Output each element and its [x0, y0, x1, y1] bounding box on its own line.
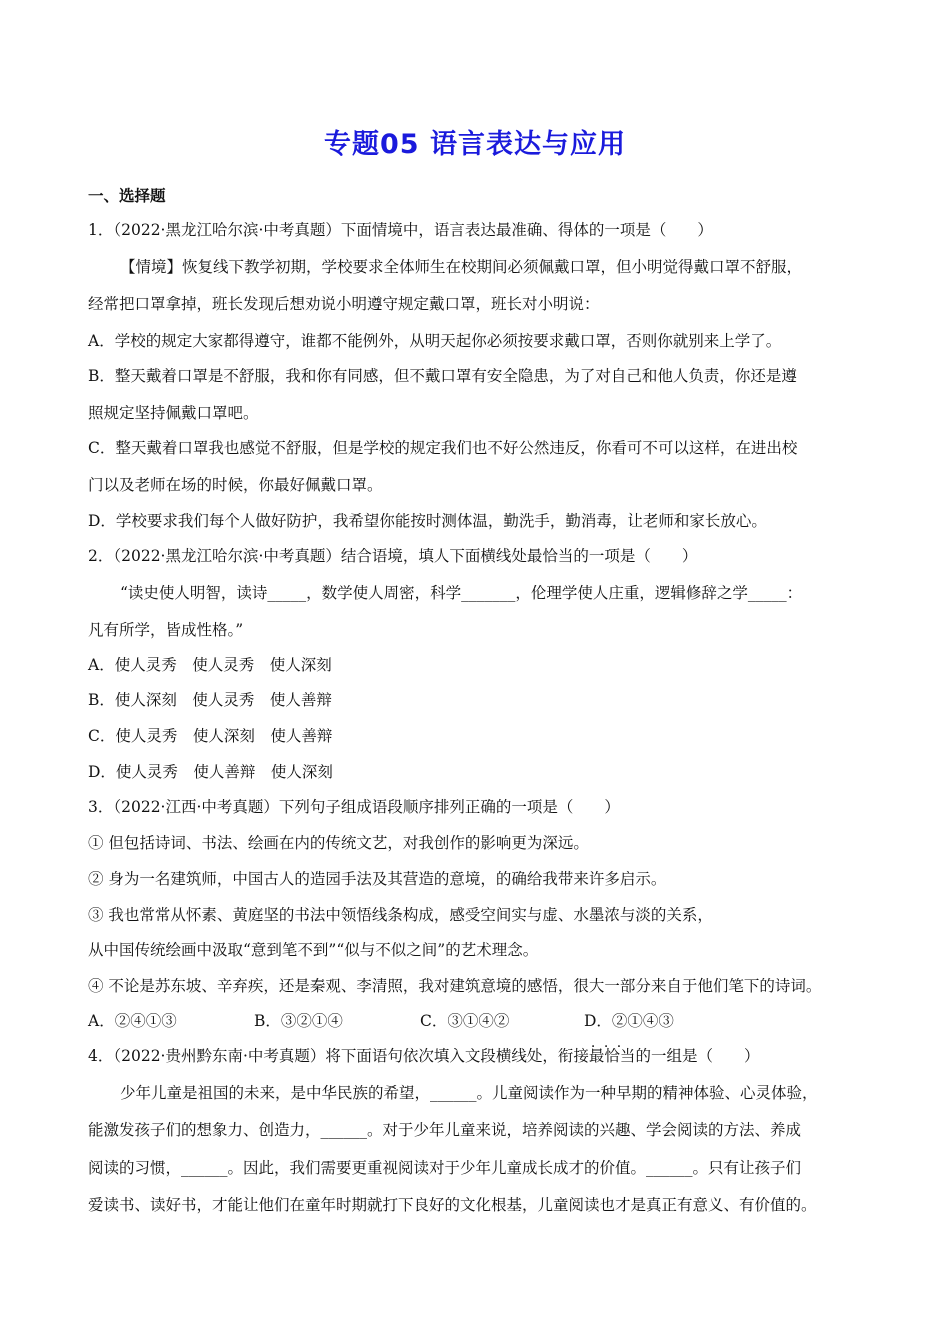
q3-option-d: D．②①④③ [584, 1012, 674, 1030]
section-heading: 一、选择题 [88, 187, 166, 205]
q1-context-line: 经常把口罩拿掉，班长发现后想劝说小明遵守规定戴口罩，班长对小明说： [88, 295, 600, 313]
q1-context-line: 【情境】恢复线下教学初期，学校要求全体师生在校期间必须佩戴口罩，但小明觉得戴口罩不舒服， [120, 258, 803, 276]
q4-passage-line: 爱读书、读好书，才能让他们在童年时期就打下良好的文化根基，儿童阅读也才是真正有意义、有价值的。 [88, 1196, 817, 1214]
q1-stem: 1．（2022·黑龙江哈尔滨·中考真题）下面情境中，语言表达最准确、得体的一项是（ ） [88, 221, 713, 239]
q1-option-b: B．整天戴着口罩是不舒服，我和你有同感，但不戴口罩有安全隐患，为了对自己和他人负责，你还是遵 [88, 367, 797, 385]
q4-stem-prefix: 4．（2022·贵州黔东南·中考真题）将下面语句依次填入文段横线处，衔接 [88, 1047, 589, 1065]
q3-stem: 3．（2022·江西·中考真题）下列句子组成语段顺序排列正确的一项是（ ） [88, 798, 620, 816]
q3-sentence-3-cont: 从中国传统绘画中汲取“意到笔不到”“似与不似之间”的艺术理念。 [88, 941, 539, 959]
q3-option-b: B．③②①④ [254, 1012, 343, 1030]
q1-option-b-cont: 照规定坚持佩戴口罩吧。 [88, 404, 259, 422]
q2-option-a: A．使人灵秀 使人灵秀 使人深刻 [88, 656, 332, 674]
q3-sentence-2: ② 身为一名建筑师，中国古人的造园手法及其营造的意境，的确给我带来许多启示。 [88, 870, 667, 888]
q1-option-a: A．学校的规定大家都得遵守，谁都不能例外，从明天起你必须按要求戴口罩，否则你就别来上学了。 [88, 332, 782, 350]
q1-option-d: D．学校要求我们每个人做好防护，我希望你能按时测体温，勤洗手，勤消毒，让老师和家长放心。 [88, 512, 767, 530]
q3-sentence-4: ④ 不论是苏东坡、辛弃疾，还是秦观、李清照，我对建筑意境的感悟，很大一部分来自于他们笔下的诗词。 [88, 977, 822, 995]
q2-stem: 2．（2022·黑龙江哈尔滨·中考真题）结合语境，填人下面横线处最恰当的一项是（ ） [88, 547, 698, 565]
q4-stem-emphasis: 最恰当 · · · [589, 1047, 636, 1065]
q2-context-line: “读史使人明智，读诗_____，数学使人周密，科学_______，伦理学使人庄重，逻辑修辞之学_____： [120, 584, 803, 602]
q3-option-c: C．③①④② [420, 1012, 510, 1030]
q4-stem-suffix: 的一组是（ ） [635, 1047, 760, 1065]
q4-passage-line: 能激发孩子们的想象力、创造力，______。对于少年儿童来说，培养阅读的兴趣、学会阅读的方法、养成 [88, 1121, 802, 1139]
q3-option-a: A．②④①③ [88, 1012, 177, 1030]
q3-sentence-1: ① 但包括诗词、书法、绘画在内的传统文艺，对我创作的影响更为深远。 [88, 834, 589, 852]
q2-context-line: 凡有所学，皆成性格。” [88, 621, 244, 639]
page-title: 专题05 语言表达与应用 [324, 129, 626, 160]
q4-passage-line: 阅读的习惯，______。因此，我们需要更重视阅读对于少年儿童成长成才的价值。______。只有让孩子们 [88, 1159, 802, 1177]
q3-sentence-3: ③ 我也常常从怀素、黄庭坚的书法中领悟线条构成，感受空间实与虚、水墨浓与淡的关系， [88, 906, 713, 924]
q3-options [88, 1011, 674, 1031]
q1-option-c-cont: 门以及老师在场的时候，你最好佩戴口罩。 [88, 476, 383, 494]
q1-option-c: C．整天戴着口罩我也感觉不舒服，但是学校的规定我们也不好公然违反，你看可不可以这样，在进出校 [88, 439, 798, 457]
q4-stem [88, 1046, 759, 1066]
q2-option-d: D．使人灵秀 使人善辩 使人深刻 [88, 763, 333, 781]
q2-option-b: B．使人深刻 使人灵秀 使人善辩 [88, 691, 332, 709]
q2-option-c: C．使人灵秀 使人深刻 使人善辩 [88, 727, 333, 745]
q4-passage-line: 少年儿童是祖国的未来，是中华民族的希望，______。儿童阅读作为一种早期的精神体验、心灵体验， [120, 1084, 818, 1102]
